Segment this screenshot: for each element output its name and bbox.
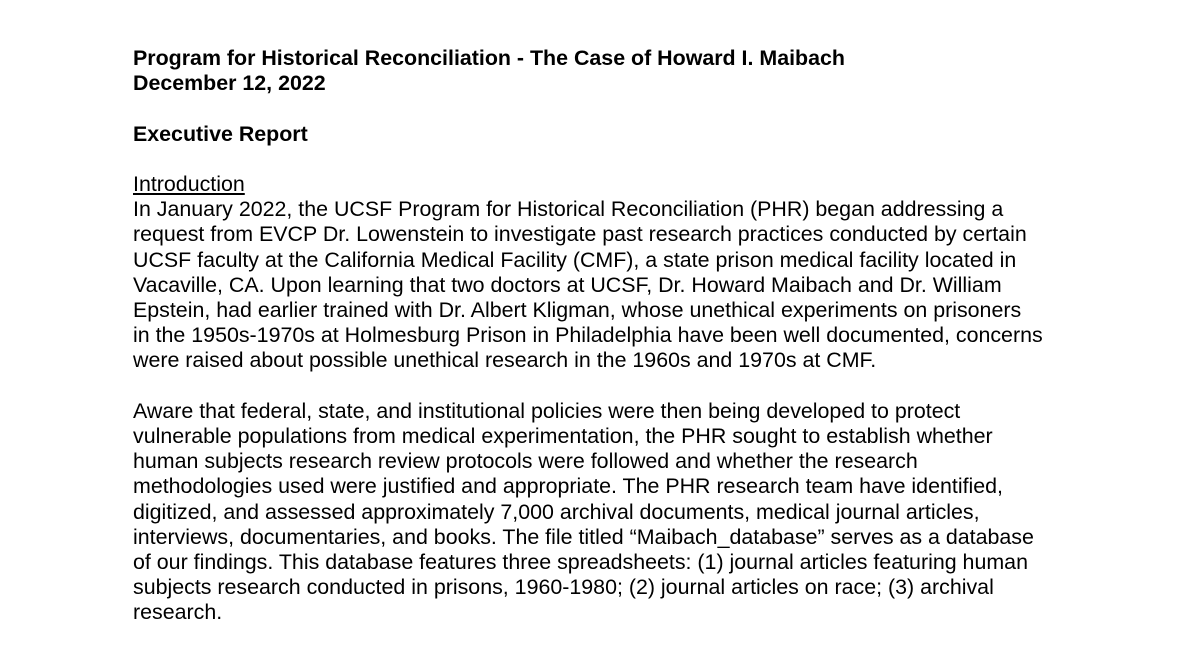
paragraph-line: vulnerable populations from medical experimentation, the PHR sought to establish whether: [133, 424, 993, 448]
paragraph-line: methodologies used were justified and appropriate. The PHR research team have identified,: [133, 474, 1003, 499]
paragraph-line: Vacaville, CA. Upon learning that two doctors at UCSF, Dr. Howard Maibach and Dr. William: [133, 272, 1002, 297]
spacer: [133, 147, 1173, 172]
paragraph-line: research.: [133, 600, 223, 625]
paragraph-line: Epstein, had earlier trained with Dr. Albert Kligman, whose unethical experiments on prisoners: [133, 298, 1022, 322]
paragraph-line: In January 2022, the UCSF Program for Historical Reconciliation (PHR) began addressing a: [133, 197, 1004, 222]
introduction-heading: Introduction: [133, 171, 245, 196]
paragraph-line: digitized, and assessed approximately 7,000 archival documents, medical journal articles,: [133, 499, 980, 524]
spacer: [133, 374, 1173, 399]
paragraph-line: were raised about possible unethical research in the 1960s and 1970s at CMF.: [133, 348, 877, 373]
report-heading: Executive Report: [133, 121, 308, 146]
introduction-section: [133, 172, 1173, 626]
paragraph-line: UCSF faculty at the California Medical Facility (CMF), a state prison medical facility located in: [133, 247, 1017, 272]
introduction-paragraph-2: [133, 399, 1173, 626]
paragraph-line: of our findings. This database features three spreadsheets: (1) journal articles featuring human: [133, 550, 1028, 575]
document-header: [133, 46, 1173, 96]
document-title: Program for Historical Reconciliation - The Case of Howard I. Maibach: [133, 46, 845, 70]
spacer: [133, 96, 1173, 121]
document-date: December 12, 2022: [133, 71, 326, 96]
document-page: [133, 46, 1173, 626]
paragraph-line: Aware that federal, state, and institutional policies were then being developed to protect: [133, 398, 961, 423]
paragraph-line: subjects research conducted in prisons, 1960-1980; (2) journal articles on race; (3) archival: [133, 575, 994, 600]
paragraph-line: in the 1950s-1970s at Holmesburg Prison in Philadelphia have been well documented, concerns: [133, 323, 1043, 348]
paragraph-line: interviews, documentaries, and books. The file titled “Maibach_database” serves as a database: [133, 524, 1034, 549]
paragraph-line: human subjects research review protocols were followed and whether the research: [133, 449, 918, 474]
introduction-paragraph-1: [133, 197, 1173, 373]
paragraph-line: request from EVCP Dr. Lowenstein to investigate past research practices conducted by certain: [133, 222, 1027, 247]
